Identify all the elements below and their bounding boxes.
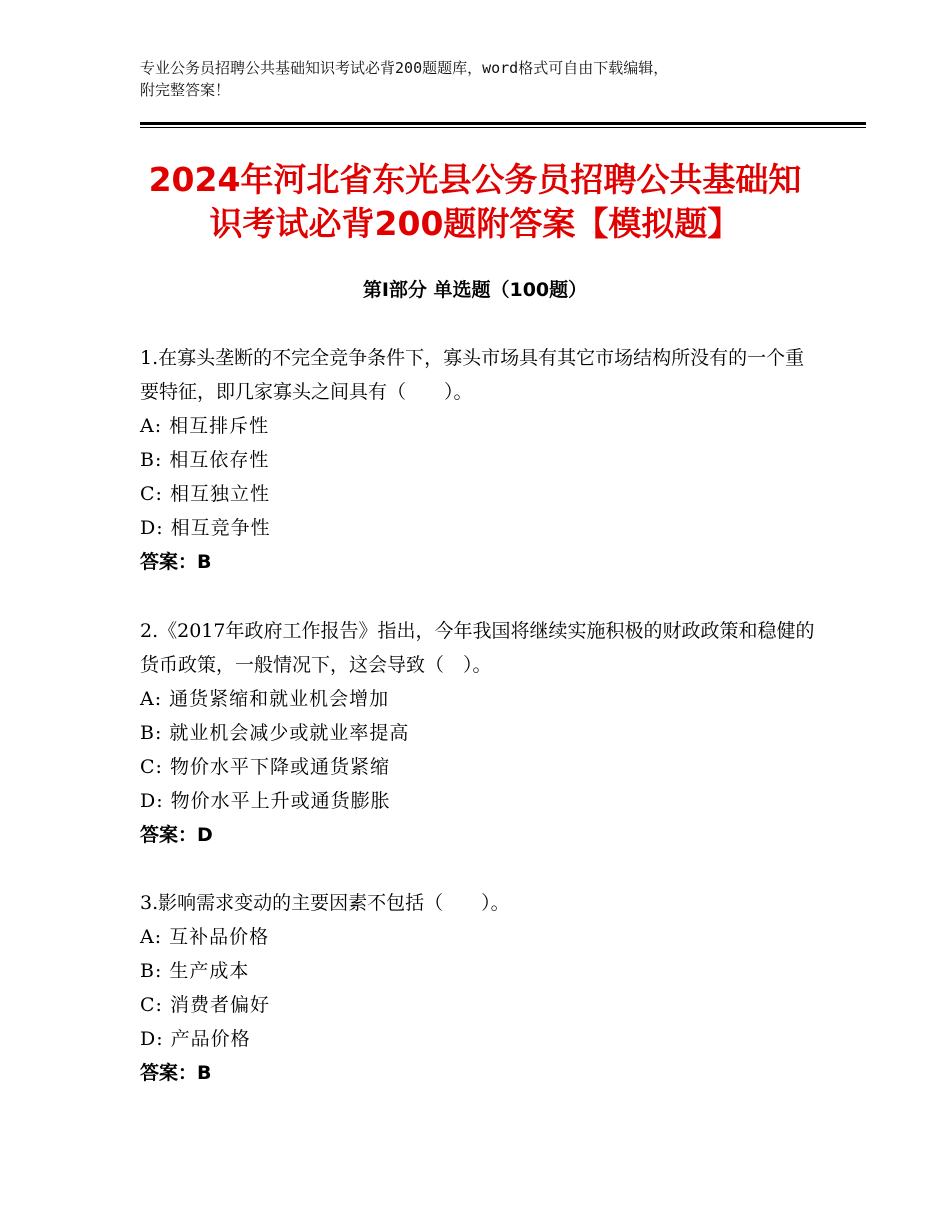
option-d: D: 物价水平上升或通货膨胀 (140, 790, 391, 812)
page-header (140, 57, 830, 101)
option-d: D: 相互竞争性 (140, 517, 271, 539)
document-title (80, 158, 870, 246)
question-stem: 1.在寡头垄断的不完全竞争条件下，寡头市场具有其它市场结构所没有的一个重要特征，即几家寡头之间具有（ ）。 (140, 347, 805, 403)
answer: 答案：D (140, 824, 213, 846)
section-title: 第I部分 单选题（100题） (362, 279, 588, 301)
option-c: C: 相互独立性 (140, 483, 270, 505)
option-b: B: 就业机会减少或就业率提高 (140, 722, 410, 744)
answer: 答案：B (140, 551, 212, 573)
answer: 答案：B (140, 1062, 212, 1084)
option-c: C: 消费者偏好 (140, 994, 270, 1016)
title-line-1: 2024年河北省东光县公务员招聘公共基础知 (148, 160, 802, 199)
header-line-2: 附完整答案！ (140, 81, 231, 99)
header-line-1: 专业公务员招聘公共基础知识考试必背200题题库，word格式可自由下载编辑， (140, 59, 669, 77)
title-line-2: 识考试必背200题附答案【模拟题】 (209, 204, 741, 243)
question-3 (140, 886, 820, 1090)
option-d: D: 产品价格 (140, 1028, 251, 1050)
question-2 (140, 614, 820, 852)
option-b: B: 生产成本 (140, 960, 250, 982)
option-c: C: 物价水平下降或通货紧缩 (140, 756, 390, 778)
option-a: A: 通货紧缩和就业机会增加 (140, 688, 390, 710)
option-a: A: 互补品价格 (140, 926, 270, 948)
question-stem: 2.《2017年政府工作报告》指出，今年我国将继续实施积极的财政政策和稳健的货币政策，一般情况下，这会导致（ ）。 (140, 620, 815, 676)
question-1 (140, 341, 820, 579)
header-divider-thin (140, 127, 866, 128)
option-b: B: 相互依存性 (140, 449, 270, 471)
option-a: A: 相互排斥性 (140, 415, 270, 437)
question-stem: 3.影响需求变动的主要因素不包括（ ）。 (140, 892, 510, 914)
header-divider-thick (140, 122, 866, 125)
